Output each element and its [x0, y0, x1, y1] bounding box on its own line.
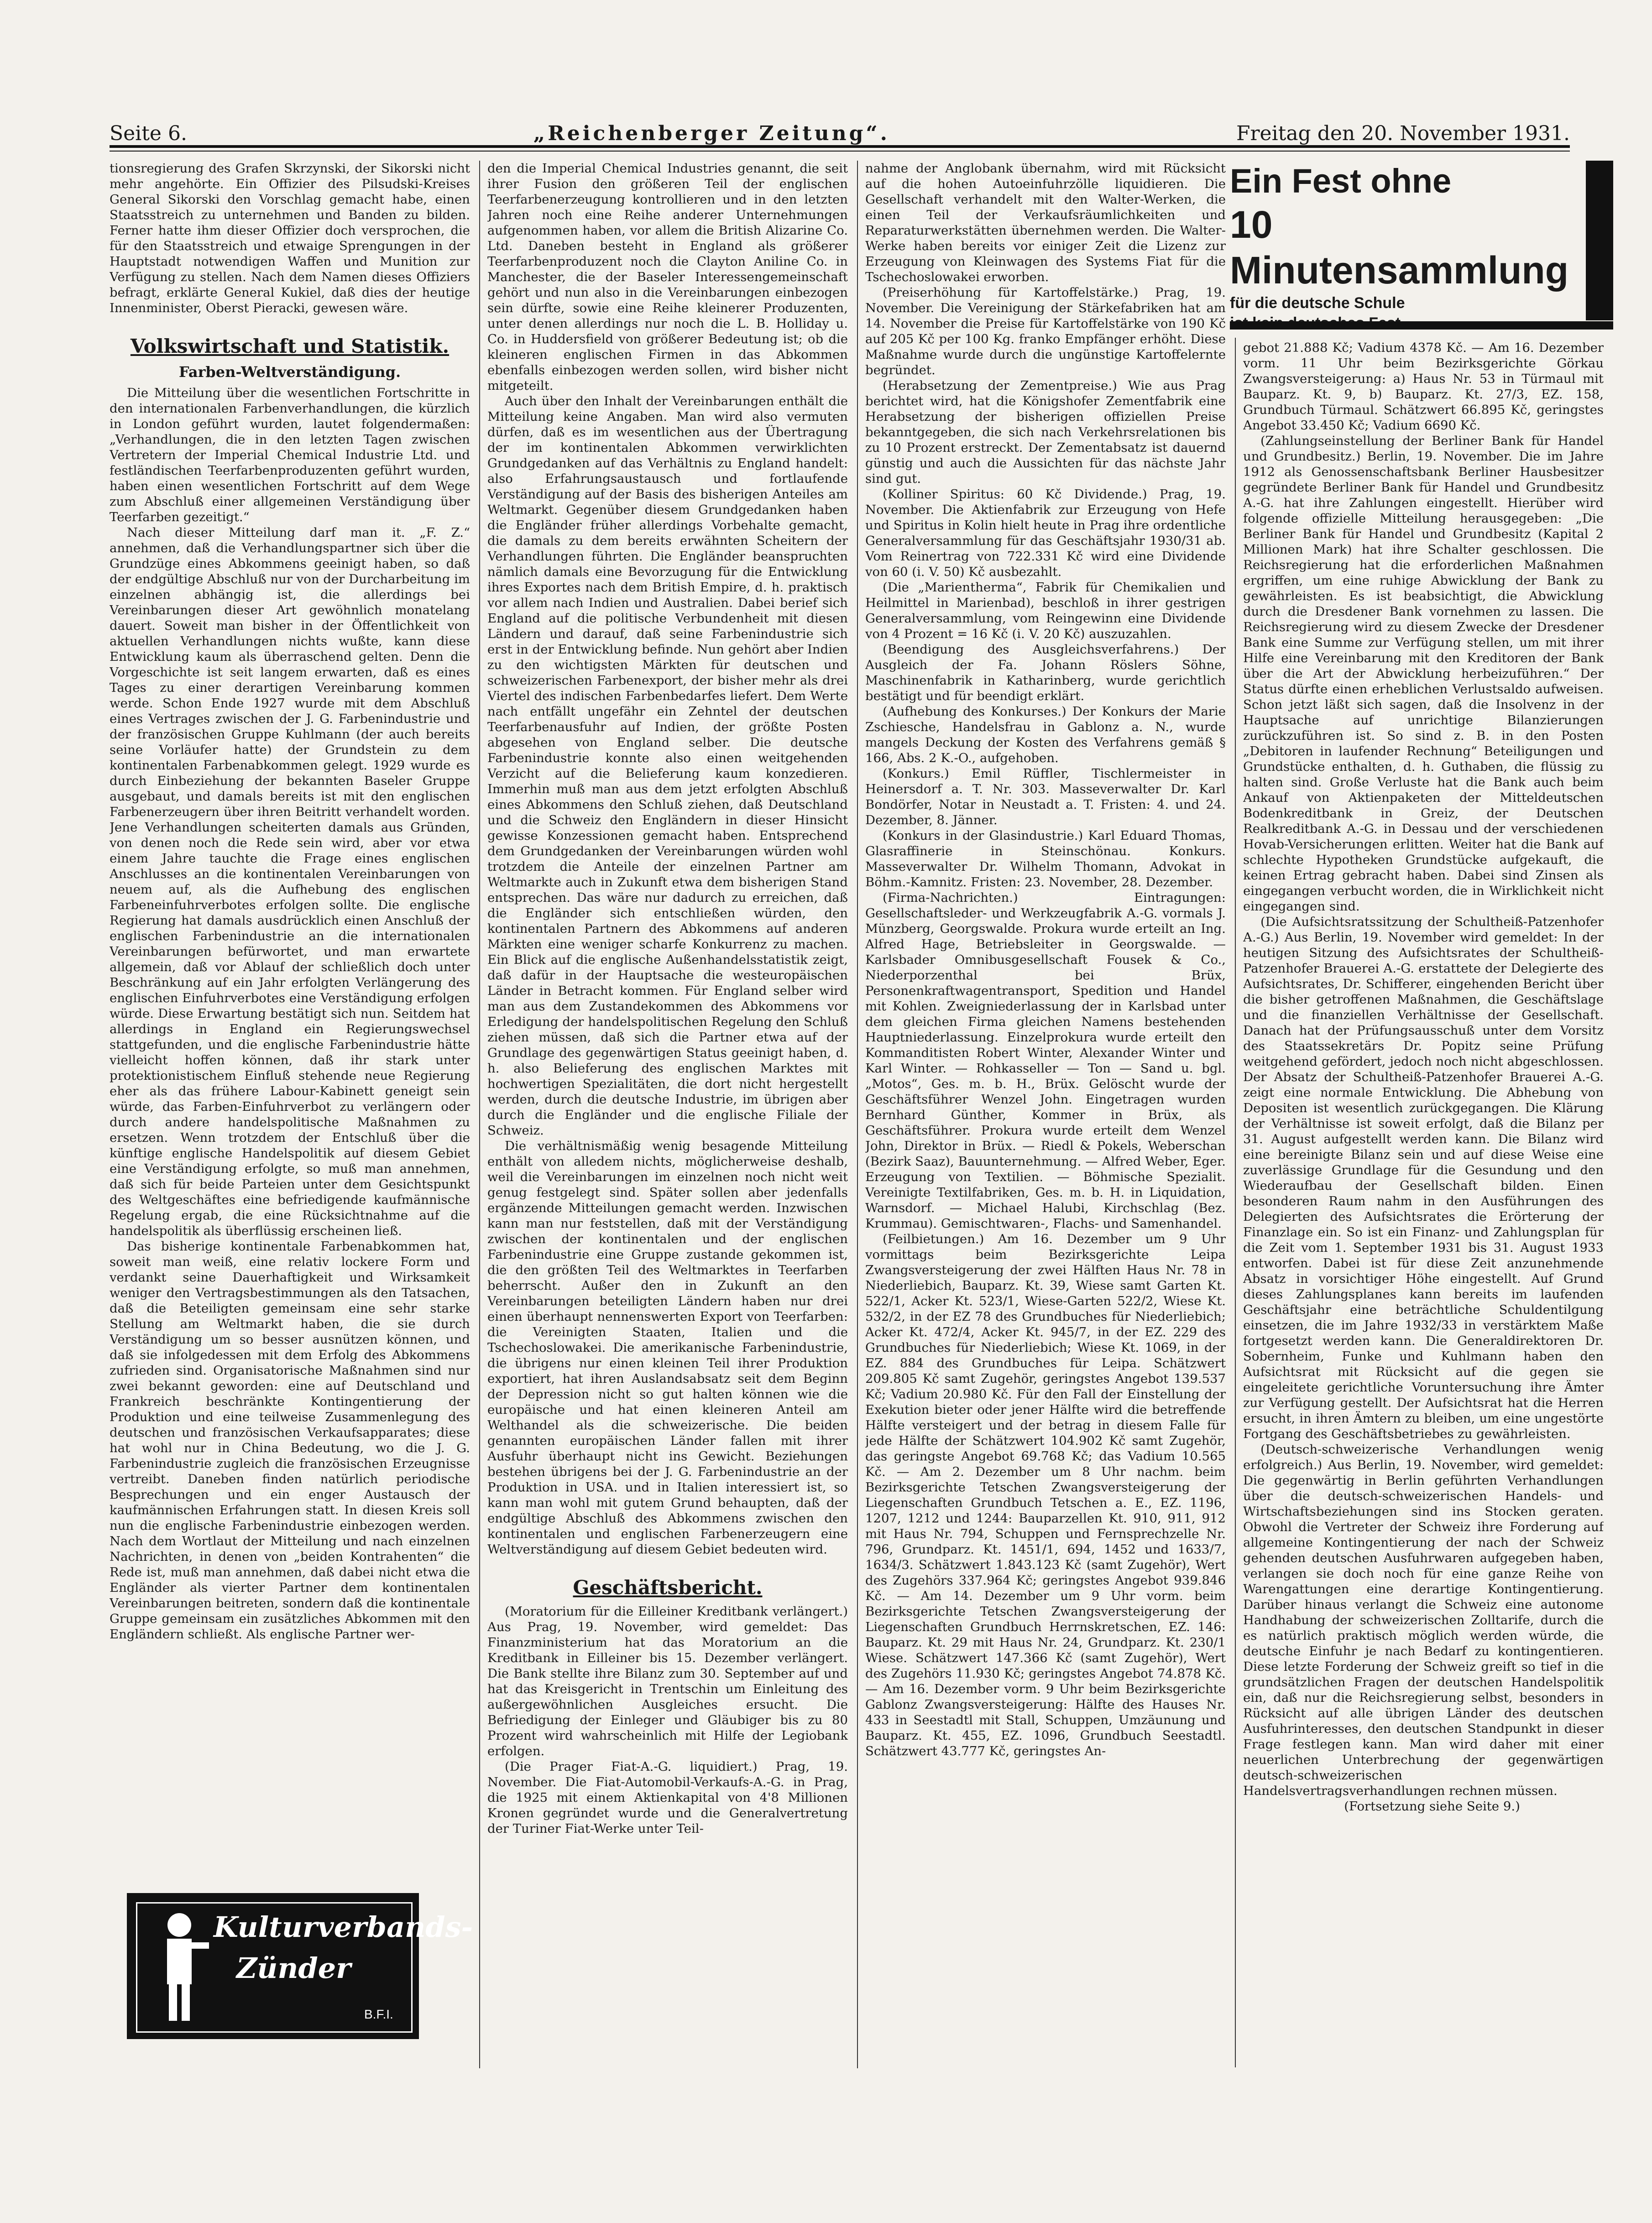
- article-paragraph: (Aufhebung des Konkurses.) Der Konkurs der Marie Zschiesche, Handelsfrau in Gablonz a. N., wurde mangels Deckung der Kosten des Verfahrens gemäß § 166, Abs. 2 K.-O., aufgehoben.: [865, 704, 1226, 765]
- column-3: [865, 161, 1226, 2059]
- article-paragraph: Die verhältnismäßig wenig besagende Mitteilung enthält von alledem nichts, möglicherweise deshalb, weil die Vereinbarungen im einzelnen noch nicht weit genug festgelegt sind. Später sollen aber jedenfalls ergänzende Mitteilungen gemacht werden. Inzwischen kann man nur feststellen, daß mit der Verständigung zwischen der kontinentalen und der englischen Farbenindustrie eine Gruppe zustande gekommen ist, die den größten Teil des Weltmarktes in Teerfarben beherrscht. Außer den in Zukunft an den Vereinbarungen beteiligten Ländern haben nur drei einen überhaupt nennenswerten Export von Teerfarben: die Vereinigten Staaten, Italien und die Tschechoslowakei. Die amerikanische Farbenindustrie, die übrigens nur einen kleinen Teil ihrer Produktion exportiert, hat ihren Auslandsabsatz seit dem Beginn der Depression nicht so gut halten können wie die europäische und hat einen kleineren Anteil am Welthandel als die schweizerische. Die beiden genannten europäischen Länder fallen mit ihrer Ausfuhr überhaupt nicht ins Gewicht. Beziehungen bestehen übrigens bei der J. G. Farbenindustrie an der Produktion in USA. und in Italien interessiert ist, so kann man wohl mit gutem Grund behaupten, daß der endgültige Abschluß des Abkommens zwischen den kontinentalen und englischen Farbenerzeugern eine Weltverständigung auf diesem Gebiet bedeuten wird.: [487, 1139, 848, 1557]
- column-divider: [1235, 338, 1236, 2067]
- article-paragraph: Das bisherige kontinentale Farbenabkommen hat, soweit man weiß, eine relativ lockere Form und verdankt seine Dauerhaftigkeit und Wirksamkeit weniger den Vertragsbestimmungen als den Tatsachen, daß die Beteiligten gemeinsam eine sehr starke Stellung am Weltmarkt haben, die sie durch Verständigung um so besser ausnützen können, und daß sie infolgedessen mit dem Erfolg des Abkommens zufrieden sind. Organisatorische Maßnahmen sind nur zwei bekannt geworden: eine auf Deutschland und Frankreich beschränkte Kontingentierung der Produktion und eine teilweise Zusammenlegung des deutschen und französischen Verkaufsapparates; diese hat wohl nur in China Bedeutung, wo die J. G. Farbenindustrie zugleich die französischen Erzeugnisse vertreibt. Daneben finden natürlich periodische Besprechungen und ein enger Austausch der kaufmännischen Erfahrungen statt. In diesen Kreis soll nun die englische Farbenindustrie einbezogen werden. Nach dem Wortlaut der Mitteilung und nach einzelnen Nachrichten, in denen von „beiden Kontrahenten“ die Rede ist, muß man annehmen, daß dabei nicht etwa die Engländer als vierter Partner dem kontinentalen Vereinbarungen beitreten, sondern daß die kontinentale Gruppe gemeinsam ein zusätzliches Abkommen mit den Engländern schließt. Als englische Partner wer-: [110, 1239, 470, 1642]
- article-paragraph: (Preiserhöhung für Kartoffelstärke.) Prag, 19. November. Die Vereinigung der Stärkefabriken hat am 14. November die Preise für Kartoffelstärke von 190 Kč auf 205 Kč per 100 Kg. franko Empfänger erhöht. Diese Maßnahme wurde durch die ungünstige Kartoffelernte begründet.: [865, 285, 1226, 377]
- article-paragraph: tionsregierung des Grafen Skrzynski, der Sikorski nicht mehr angehörte. Ein Offizier des Pilsudski-Kreises General Sikorski den Vorschlag gemacht habe, einen Staatsstreich zu unternehmen und Banden zu bilden. Ferner hatte ihm dieser Offizier doch versprochen, die für den Staatsstreich und etwaige Sprengungen in der Hauptstadt notwendigen Waffen und Munition zur Verfügung zu stellen. Nach dem Namen dieses Offiziers befragt, erklärte General Kukiel, daß dies der heutige Innenminister, Oberst Pieracki, gewesen wäre.: [110, 161, 470, 315]
- ad-text: für die deutsche Schule: [1230, 294, 1405, 312]
- article-paragraph: (Herabsetzung der Zementpreise.) Wie aus Prag berichtet wird, hat die Königshofer Zementfabrik eine Herabsetzung der bisherigen offiziellen Preise bekanntgegeben, die sich nach Verkehrsrelationen bis zu 10 Prozent erstreckt. Der Zementabsatz ist dauernd günstig und auch die Aussichten für das nächste Jahr sind gut.: [865, 378, 1226, 486]
- article-paragraph: (Zahlungseinstellung der Berliner Bank für Handel und Grundbesitz.) Berlin, 19. November. Die im Jahre 1912 als Genossenschaftsbank Berliner Hausbesitzer gegründete Berliner Bank für Handel und Grundbesitz A.-G. hat ihre Zahlungen eingestellt. Hierüber wird folgende offizielle Mitteilung herausgegeben: „Die Berliner Bank für Handel und Grundbesitz (Kapital 2 Millionen Mark) hat ihre Schalter geschlossen. Die Reichsregierung hat die erforderlichen Maßnahmen ergriffen, um eine ruhige Abwicklung der Bank zu gewährleisten. Es ist beabsichtigt, die Abwicklung durch die Dresdener Bank vornehmen zu lassen. Die Reichsregierung wird zu diesem Zwecke der Dresdener Bank eine Summe zur Verfügung stellen, um mit ihrer Hilfe eine Vereinbarung mit den Kreditoren der Bank über die Art der Abwicklung herbeizuführen.“ Der Status dürfte einen erheblichen Verlustsaldo aufweisen. Schon jetzt läßt sich sagen, daß die Insolvenz in der Hauptsache auf unrichtige Bilanzierungen zurückzuführen ist. So sind z. B. in den Posten „Debitoren in laufender Rechnung“ Beteiligungen und Grundstücke enthalten, d. h. Guthaben, die flüssig zu halten sind. Große Verluste hat die Bank auch beim Ankauf von Aktienpaketen der Mitteldeutschen Bodenkreditbank in Greiz, der Deutschen Realkreditbank A.-G. in Dessau und der verschiedenen Hovab-Versicherungen erlitten. Weiter hat die Bank auf schlechte Hypotheken Grundstücke aufgekauft, die keinen Ertrag gebracht haben. Dabei sind Zinsen als eingegangen verbucht worden, die in Wirklichkeit nicht eingegangen sind.: [1243, 434, 1604, 914]
- newspaper-title: „Reichenberger Zeitung“.: [533, 122, 890, 145]
- continuation-note: (Fortsetzung siehe Seite 9.): [1344, 1799, 1520, 1814]
- article-paragraph: (Die „Marientherma“, Fabrik für Chemikalien und Heilmittel in Marienbad), beschloß in ihrer gestrigen Generalversammlung, vom Reingewinn eine Dividende von 4 Prozent = 16 Kč (i. V. 20 Kč) auszuzahlen.: [865, 580, 1226, 641]
- article-paragraph: den die Imperial Chemical Industries genannt, die seit ihrer Fusion den größeren Teil der englischen Teerfarbenerzeugung kontrollieren und in den letzten Jahren noch eine Reihe anderer Unternehmungen aufgenommen haben, vor allem die British Alizarine Co. Ltd. Daneben besteht in England als größerer Teerfarbenproduzent noch die Clayton Aniline Co. in Manchester, die der Baseler Interessengemeinschaft gehört und nun also in die Vereinbarungen einbezogen sein dürfte, sowie eine Reihe kleinerer Produzenten, unter denen allerdings nur noch die L. B. Holliday u. Co. in Huddersfield von größerer Bedeutung ist; ob die kleineren englischen Firmen in das Abkommen ebenfalls einbezogen werden sollen, wird bisher nicht mitgeteilt.: [487, 161, 848, 393]
- page-number: Seite 6.: [110, 122, 187, 145]
- article-paragraph: Die Mitteilung über die wesentlichen Fortschritte in den internationalen Farbenverhandlungen, die kürzlich in London geführt wurden, lautet folgendermaßen: „Verhandlungen, die in den letzten Tagen zwischen Vertretern der Imperial Chemical Industrie Ltd. und festländischen Teerfarbenproduzenten geführt wurden, haben einen wesentlichen Fortschritt auf dem Wege zum Abschluß einer allgemeinen Verständigung über Teerfarben gezeitigt.“: [110, 386, 470, 524]
- column-4: [1243, 340, 1604, 2061]
- article-paragraph: (Moratorium für die Eilleiner Kreditbank verlängert.) Aus Prag, 19. November, wird gemeldet: Das Finanzministerium hat das Moratorium an die Kreditbank in Eilleiner bis 15. Dezember verlängert. Die Bank stellte ihre Bilanz zum 30. September auf und hat das Kreisgericht in Trentschin um Einleitung des außergewöhnlichen Ausgleiches ersucht. Die Befriedigung der Einleger und Gläubiger bis zu 80 Prozent wird wahrscheinlich mit Hilfe der Legiobank erfolgen.: [487, 1604, 848, 1758]
- advertisement-kulturverband: [127, 1893, 473, 2039]
- column-1: [110, 161, 470, 2059]
- ad-title: Zünder: [236, 1951, 351, 1985]
- column-divider: [479, 161, 480, 2068]
- article-paragraph: (Die Aufsichtsratssitzung der Schultheiß-Patzenhofer A.-G.) Aus Berlin, 19. November wird gemeldet: In der heutigen Sitzung des Aufsichtsrates der Schultheiß-Patzenhofer Brauerei A.-G. erstattete der Delegierte des Aufsichtsrates, Dr. Schifferer, eingehenden Bericht über die bisher getroffenen Maßnahmen, die Geschäftslage und die finanziellen Verhältnisse der Gesellschaft. Danach hat der Prüfungsausschuß unter dem Vorsitz des Staatssekretärs Dr. Popitz seine Prüfung weitgehend gefördert, jedoch noch nicht abgeschlossen. Der Absatz der Schultheiß-Patzenhofer Brauerei A.-G. zeigt eine normale Entwicklung. Die Abhebung von Depositen ist wesentlich zurückgegangen. Die Klärung der Verhältnisse ist soweit erfolgt, daß die Bilanz per 31. August aufgestellt werden kann. Die Bilanz wird eine bereinigte Bilanz sein und auf diese Weise eine zuverlässige Grundlage für die Gesundung und den Wiederaufbau der Gesellschaft bilden. Einen besonderen Raum nahm in den Ausführungen des Delegierten des Aufsichtsrates die Erörterung der Finanzlage ein. So ist ein Finanz- und Zahlungsplan für die Zeit vom 1. September 1931 bis 31. August 1933 entworfen. Dabei ist für diese Zeit anzunehmende Absatz in vorsichtiger Höhe eingestellt. Auf Grund dieses Zahlungsplanes kann bereits im laufenden Geschäftsjahr eine beträchtliche Schuldentilgung einsetzen, die im Jahre 1932/33 in verstärktem Maße fortgesetzt werden kann. Die Generaldirektoren Dr. Sobernheim, Funke und Kuhlmann haben den Aufsichtsrat mit Rücksicht auf die gegen sie eingeleitete gerichtliche Voruntersuchung ihre Ämter zur Verfügung gestellt. Der Aufsichtsrat hat die Herren ersucht, in ihren Ämtern zu bleiben, um eine ungestörte Fortgang des Geschäftsbetriebes zu gewährleisten.: [1243, 915, 1604, 1441]
- article-paragraph: (Firma-Nachrichten.) Eintragungen: Gesellschaftsleder- und Werkzeugfabrik A.-G. vormals J. Münzberg, Georgswalde. Prokura wurde erteilt an Ing. Alfred Hage, Betriebsleiter in Georgswalde. — Karlsbader Omnibusgesellschaft Fousek & Co., Niederporzenthal bei Brüx, Personenkraftwagentransport, Spedition und Handel mit Kohlen. Zweigniederlassung der in Karlsbad unter dem gleichen Firma gleichen Namens bestehenden Hauptniederlassung. Einzelprokura wurde erteilt den Kommanditisten Robert Winter, Alexander Winter und Karl Winter. — Rohkasseller — Ton — Sand u. bgl. „Motos“, Ges. m. b. H., Brüx. Gelöscht wurde der Geschäftsführer Wenzel John. Eingetragen wurden Bernhard Günther, Kommer in Brüx, als Geschäftsführer. Prokura wurde erteilt dem Wenzel John, Direktor in Brüx. — Riedl & Pokels, Weberschan (Bezirk Saaz), Bauunternehmung. — Alfred Weber, Eger. Erzeugung von Textilien. — Böhmische Spezialit. Vereinigte Textilfabriken, Ges. m. b. H. in Liquidation, Warnsdorf. — Michael Halubi, Kirchschlag (Bez. Krummau). Gemischtwaren-, Flachs- und Samenhandel.: [865, 890, 1226, 1231]
- header-rule-thin: [110, 151, 1570, 152]
- article-paragraph: (Konkurs in der Glasindustrie.) Karl Eduard Thomas, Glasraffinerie in Steinschönau. Konkurs. Masseverwalter Dr. Wilhelm Thomann, Advokat in Böhm.-Kamnitz. Fristen: 23. November, 28. Dezember.: [865, 828, 1226, 889]
- article-paragraph: (Die Prager Fiat-A.-G. liquidiert.) Prag, 19. November. Die Fiat-Automobil-Verkaufs-A.-G. in Prag, die 1925 mit einem Aktienkapital von 4'8 Millionen Kronen gegründet wurde und die Generalvertretung der Turiner Fiat-Werke unter Teil-: [487, 1759, 848, 1836]
- ad-mark: B.F.I.: [364, 2007, 393, 2021]
- article-paragraph: nahme der Anglobank übernahm, wird mit Rücksicht auf die hohen Autoeinfuhrzölle liquidieren. Die Gesellschaft verhandelt mit den Walter-Werken, die einen Teil der Verkaufsräumlichkeiten und Reparaturwerkstätten übernehmen werden. Die Walter-Werke haben bereits vor einiger Zeit die Lizenz zur Erzeugung von Kleinwagen des Systems Fiat für die Tschechoslowakei erworben.: [865, 161, 1226, 284]
- advertisement-school-fest: [1230, 161, 1613, 330]
- article-paragraph: (Beendigung des Ausgleichsverfahrens.) Der Ausgleich der Fa. Johann Röslers Söhne, Maschinenfabrik in Katharinberg, wurde gerichtlich bestätigt und für beendigt erklärt.: [865, 642, 1226, 703]
- article-paragraph: (Feilbietungen.) Am 16. Dezember um 9 Uhr vormittags beim Bezirksgerichte Leipa Zwangsversteigerung der zwei Hälften Haus Nr. 78 in Niederliebich, Bauparz. Kt. 39, Wiese samt Garten Kt. 522/1, Acker Kt. 523/1, Wiese-Garten 522/2, Wiese Kt. 532/2, in der EZ 78 des Grundbuches für Niederliebich; Acker Kt. 472/4, Acker Kt. 945/7, in der EZ. 229 des Grundbuches für Niederliebich; Wiese Kt. 1069, in der EZ. 884 des Grundbuches für Leipa. Schätzwert 209.805 Kč samt Zugehör, geringstes Angebot 139.537 Kč; Vadium 20.980 Kč. Für den Fall der Einstellung der Exekution bieter oder jener Hälfte wird die betreffende Hälfte versteigert und der betrag in diesem Falle für jede Hälfte der Schätzwert 104.902 Kč samt Zugehör, das geringste Angebot 69.768 Kč; das Vadium 10.565 Kč. — Am 2. Dezember um 8 Uhr nachm. beim Bezirksgerichte Tetschen Zwangsversteigerung der Liegenschaften Grundbuch Tetschen a. E., EZ. 1196, 1207, 1212 und 1244: Bauparzellen Kt. 910, 911, 912 mit Haus Nr. 794, Schuppen und Fernsprechzelle Nr. 796, Grundparz. Kt. 1451/1, 694, 1452 und 1633/7, 1634/3. Schätzwert 1.843.123 Kč (samt Zugehör), Wert des Zugehörs 337.964 Kč; geringstes Angebot 939.846 Kč. — Am 14. Dezember um 9 Uhr vorm. beim Bezirksgerichte Tetschen Zwangsversteigerung der Liegenschaften Grundbuch Herrnskretschen, EZ. 146: Bauparz. Kt. 29 mit Haus Nr. 24, Grundparz. Kt. 230/1 Wiese. Schätzwert 147.366 Kč (samt Zugehör), Wert des Zugehörs 11.930 Kč; geringstes Angebot 74.878 Kč. — Am 16. Dezember vorm. 9 Uhr beim Bezirksgerichte Gablonz Zwangsversteigerung: Hälfte des Hauses Nr. 433 in Seestadtl mit Stall, Schuppen, Umzäunung und Bauparz. Kt. 455, EZ. 1096, Grundbuch Seestadtl. Schätzwert 43.777 Kč, geringstes An-: [865, 1232, 1226, 1758]
- article-paragraph: gebot 21.888 Kč; Vadium 4378 Kč. — Am 16. Dezember vorm. 11 Uhr beim Bezirksgerichte Görkau Zwangsversteigerung: a) Haus Nr. 53 in Türmaul mit Bauparz. Kt. 9, b) Bauparz. Kt. 27/3, EZ. 158, Grundbuch Türmaul. Schätzwert 66.895 Kč, geringstes Angebot 33.450 Kč; Vadium 6690 Kč.: [1243, 340, 1604, 433]
- ad-border: [1586, 161, 1613, 320]
- ad-border: [1230, 321, 1613, 330]
- page-header: [110, 113, 1570, 145]
- ad-title: Kulturverbands-: [214, 1910, 473, 1944]
- ad-headline: Ein Fest ohne: [1230, 162, 1452, 200]
- column-2: [487, 161, 848, 2059]
- article-paragraph: Nach dieser Mitteilung darf man it. „F. Z.“ annehmen, daß die Verhandlungspartner sich über die Grundzüge eines Abkommens geeinigt haben, so daß der endgültige Abschluß nur von der Durcharbeitung im einzelnen abhängig ist, die allerdings bei Vereinbarungen dieser Art gewöhnlich monatelang dauert. Soweit man bisher in der Öffentlichkeit von aktuellen Verhandlungen nichts wußte, kann diese Entwicklung kaum als überraschend gelten. Denn die Vorgeschichte ist seit langem erwarten, daß es eines Tages zu einer derartigen Vereinbarung kommen werde. Schon Ende 1927 wurde mit dem Abschluß eines Vertrages zwischen der J. G. Farbenindustrie und der französischen Gruppe Kuhlmann (der auch bereits seine Vorläufer hatte) der Grundstein zu dem kontinentalen Farbenabkommen gelegt. 1929 wurde es durch Einbeziehung der bekannten Baseler Gruppe ausgebaut, und damals bereits ist mit den englischen Farbenerzeugern über ihren Beitritt verhandelt worden. Jene Verhandlungen scheiterten damals aus Gründen, von denen noch die Rede sein wird, aber vor etwa einem Jahre tauchte die Frage eines englischen Anschlusses an die kontinentalen Vereinbarungen von neuem auf, als die Aufhebung des englischen Farbeneinfuhrverbotes erfolgen sollte. Die englische Regierung hat damals ausdrücklich einen Anschluß der englischen Farbenindustrie an die internationalen Vereinbarungen befürwortet, und man erwartete allgemein, daß vor Ablauf der schließlich doch unter Beschränkung auf ein Jahr erfolgten Verlängerung des englischen Einfuhrverbotes eine Verständigung erfolgen würde. Diese Erwartung bestätigt sich nun. Seitdem hat allerdings in England ein Regierungswechsel stattgefunden, und die englische Farbenindustrie hätte vielleicht hoffen können, daß ihr stark unter protektionistischem Einfluß stehende neue Regierung eher als das frühere Labour-Kabinett geneigt sein würde, das Farben-Einfuhrverbot zu verlängern oder durch andere handelspolitische Maßnahmen zu ersetzen. Wenn trotzdem der Entschluß über die künftige englische Handelspolitik auf diesem Gebiet eine Verständigung erfolgte, so muß man annehmen, daß sich für beide Parteien unter dem Gesichtspunkt des Weltgeschäftes eine befriedigende kaufmännische Regelung ergab, die eine Rücksichtnahme auf die handelspolitik als überflüssig erscheinen ließ.: [110, 525, 470, 1238]
- article-paragraph: (Deutsch-schweizerische Verhandlungen wenig erfolgreich.) Aus Berlin, 19. November, wird gemeldet: Die gegenwärtig in Berlin geführten Verhandlungen über die deutsch-schweizerischen Handels- und Wirtschaftsbeziehungen sind ins Stocken geraten. Obwohl die Vertreter der Schweiz ihre Forderung auf allgemeine Kontingentierung der nach der Schweiz gehenden deutschen Ausfuhrwaren aufgegeben haben, verlangen sie doch noch für eine ganze Reihe von Warengattungen eine derartige Kontingentierung. Darüber hinaus verlangt die Schweiz eine autonome Handhabung der schweizerischen Zolltarife, durch die es natürlich praktisch möglich werden würde, die deutsche Einfuhr je nach Bedarf zu kontingentieren. Diese letzte Forderung der Schweiz greift so tief in die grundsätzlichen Fragen der deutschen Handelspolitik ein, daß nur die Reichsregierung selbst, besonders in Rücksicht auf alle übrigen Länder des deutschen Ausfuhrinteresses, den deutschen Standpunkt in dieser Frage festlegen kann. Man wird daher mit einer neuerlichen Unterbrechung der gegenwärtigen deutsch-schweizerischen Handelsvertragsverhandlungen rechnen müssen.: [1243, 1442, 1604, 1798]
- column-divider: [857, 161, 858, 2068]
- article-heading: Farben-Weltverständigung.: [178, 363, 401, 381]
- section-heading: Volkswirtschaft und Statistik.: [130, 335, 450, 357]
- section-heading: Geschäftsbericht.: [573, 1576, 763, 1599]
- article-paragraph: Auch über den Inhalt der Vereinbarungen enthält die Mitteilung keine Angaben. Man wird also vermuten dürfen, daß es im wesentlichen aus der Übertragung der im kontinentalen Abkommen verwirklichten Grundgedanken auf das Verhältnis zu England handelt: also Erfahrungsaustausch und fortlaufende Verständigung auf der Basis des bisherigen Anteiles am Weltmarkt. Gegenüber diesem Grundgedanken haben die Engländer früher allerdings Vorbehalte gemacht, die damals zu dem bereits erwähnten Scheitern der Verhandlungen führten. Die Engländer beanspruchten nämlich damals eine Bevorzugung für die Entwicklung ihres Exportes nach dem British Empire, d. h. praktisch vor allem nach Indien und Australien. Dabei berief sich England auf die politische Verbundenheit mit diesen Ländern und darauf, daß seine Farbenindustrie sich erst in der Entwicklung befinde. Nun gehört aber Indien zu den wichtigsten Märkten für deutschen und schweizerischen Farbenexport, der bisher mehr als drei Viertel des indischen Farbenbedarfes liefert. Dem Werte nach entfällt ungefähr ein Zehntel der deutschen Teerfarbenausfuhr auf Indien, der größte Posten abgesehen von England selber. Die deutsche Farbenindustrie konnte also einen weitgehenden Verzicht auf die Belieferung kaum konzedieren. Immerhin muß man aus dem jetzt erfolgten Abschluß eines Abkommens den Schluß ziehen, daß Deutschland und die Schweiz den Engländern in dieser Hinsicht gewisse Konzessionen gemacht haben. Entsprechend dem Grundgedanken der Vereinbarungen würden wohl trotzdem die Anteile der einzelnen Partner am Weltmarkte auch in Zukunft etwa dem bisherigen Stand entsprechen. Das wäre nur dadurch zu erreichen, daß die Engländer sich entschließen würden, den kontinentalen Partnern des Abkommens auf anderen Märkten eine weniger scharfe Konkurrenz zu machen. Ein Blick auf die englische Außenhandelsstatistik zeigt, daß dafür in der Hauptsache die westeuropäischen Länder in Betracht kommen. Für England selber wird man aus dem Zustandekommen des Abkommens vor Erledigung der handelspolitischen Regelung den Schluß ziehen müssen, daß sich die Partner etwa auf der Grundlage des gegenwärtigen Status geeinigt haben, d. h. also Belieferung des englischen Marktes mit hochwertigen Spezialitäten, die dort nicht hergestellt werden, durch die deutsche Industrie, im übrigen aber durch die Engländer und die englische Filiale der Schweiz.: [487, 394, 848, 1138]
- header-rule: [110, 145, 1570, 148]
- article-paragraph: (Kolliner Spiritus: 60 Kč Dividende.) Prag, 19. November. Die Aktienfabrik zur Erzeugung von Hefe und Spiritus in Kolin hielt heute in Prag ihre ordentliche Generalversammlung für das Geschäftsjahr 1930/31 ab. Vom Reinertrag von 722.331 Kč wird eine Dividende von 60 (i. V. 50) Kč ausbezahlt.: [865, 487, 1226, 579]
- issue-date: Freitag den 20. November 1931.: [1236, 122, 1570, 145]
- figure-icon: [145, 1907, 214, 2025]
- ad-headline: 10 Minutensammlung: [1230, 203, 1569, 292]
- article-paragraph: (Konkurs.) Emil Rüffler, Tischlermeister in Heinersdorf a. T. Nr. 303. Masseverwalter Dr. Karl Bondörfer, Notar in Neustadt a. T. Fristen: 4. und 24. Dezember, 8. Jänner.: [865, 766, 1226, 827]
